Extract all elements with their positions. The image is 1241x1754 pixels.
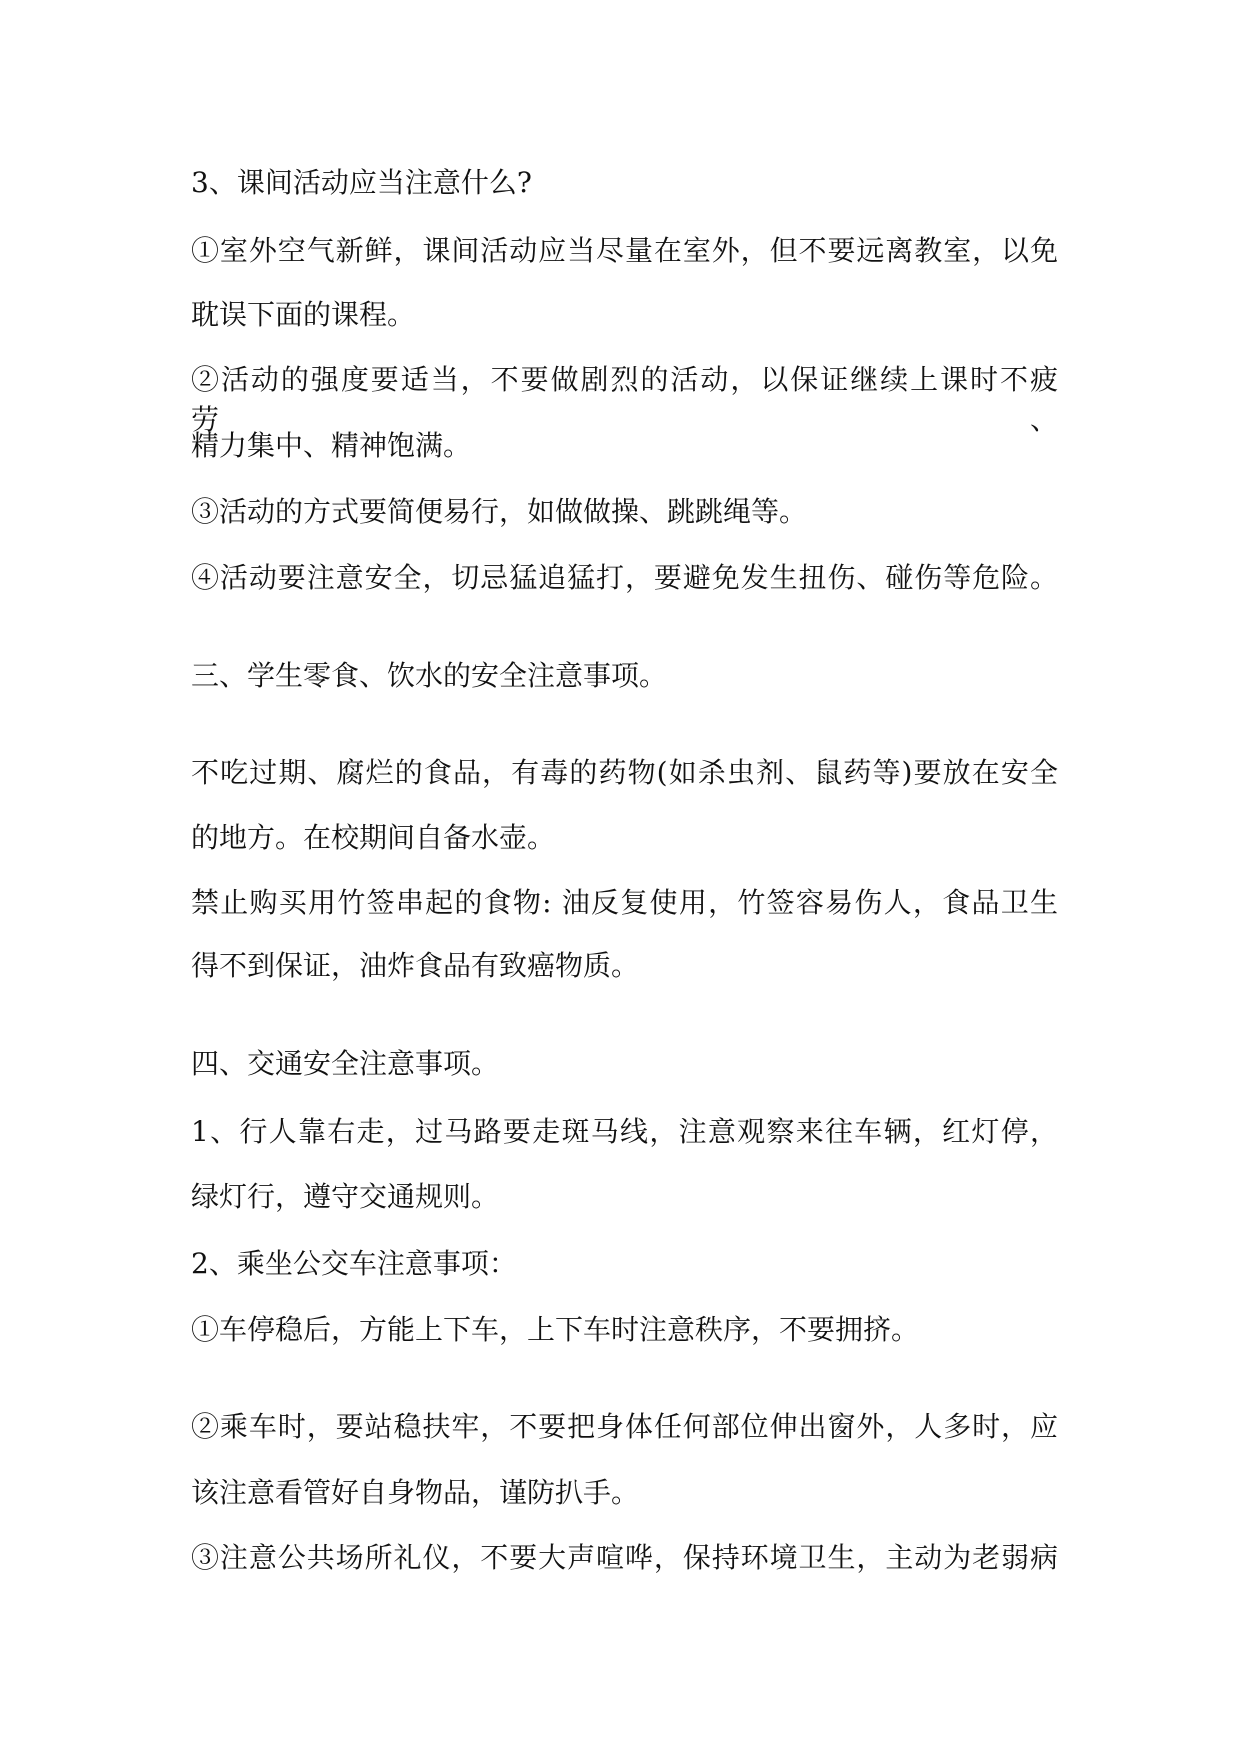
- bus-rule-1: ①车停稳后，方能上下车，上下车时注意秩序，不要拥挤。: [191, 1313, 920, 1346]
- snacks-paragraph-1-line-2: 的地方。在校期间自备水壶。: [191, 821, 556, 854]
- snacks-paragraph-2-line-2: 得不到保证，油炸食品有致癌物质。: [191, 949, 640, 982]
- activity-point-2-line-2: 精力集中、精神饱满。: [191, 429, 472, 462]
- activity-point-1-line-2: 耽误下面的课程。: [191, 298, 416, 331]
- bus-rule-3-line-1: ③注意公共场所礼仪，不要大声喧哗，保持环境卫生，主动为老弱病: [191, 1541, 1058, 1574]
- snacks-paragraph-2-line-1: 禁止购买用竹签串起的食物: 油反复使用，竹签容易伤人，食品卫生: [191, 886, 1058, 919]
- activity-heading: 3、课间活动应当注意什么?: [191, 166, 532, 199]
- traffic-item-1-line-1: 1、行人靠右走，过马路要走斑马线，注意观察来往车辆，红灯停，: [191, 1115, 1058, 1148]
- snacks-heading: 三、学生零食、饮水的安全注意事项。: [191, 659, 668, 692]
- activity-point-3: ③活动的方式要简便易行，如做做操、跳跳绳等。: [191, 495, 808, 528]
- snacks-paragraph-1-line-1: 不吃过期、腐烂的食品，有毒的药物(如杀虫剂、鼠药等)要放在安全: [191, 756, 1058, 789]
- activity-point-1-line-1: ①室外空气新鲜，课间活动应当尽量在室外，但不要远离教室，以免: [191, 234, 1058, 267]
- traffic-heading: 四、交通安全注意事项。: [191, 1047, 500, 1080]
- bus-rule-2-line-1: ②乘车时，要站稳扶牢，不要把身体任何部位伸出窗外，人多时，应: [191, 1410, 1058, 1443]
- bus-rule-2-line-2: 该注意看管好自身物品，谨防扒手。: [191, 1476, 640, 1509]
- traffic-item-2: 2、乘坐公交车注意事项：: [191, 1247, 517, 1280]
- activity-point-2-line-1: ②活动的强度要适当，不要做剧烈的活动，以保证继续上课时不疲劳、: [191, 363, 1058, 436]
- activity-point-4: ④活动要注意安全，切忌猛追猛打，要避免发生扭伤、碰伤等危险。: [191, 561, 1058, 594]
- traffic-item-1-line-2: 绿灯行，遵守交通规则。: [191, 1180, 500, 1213]
